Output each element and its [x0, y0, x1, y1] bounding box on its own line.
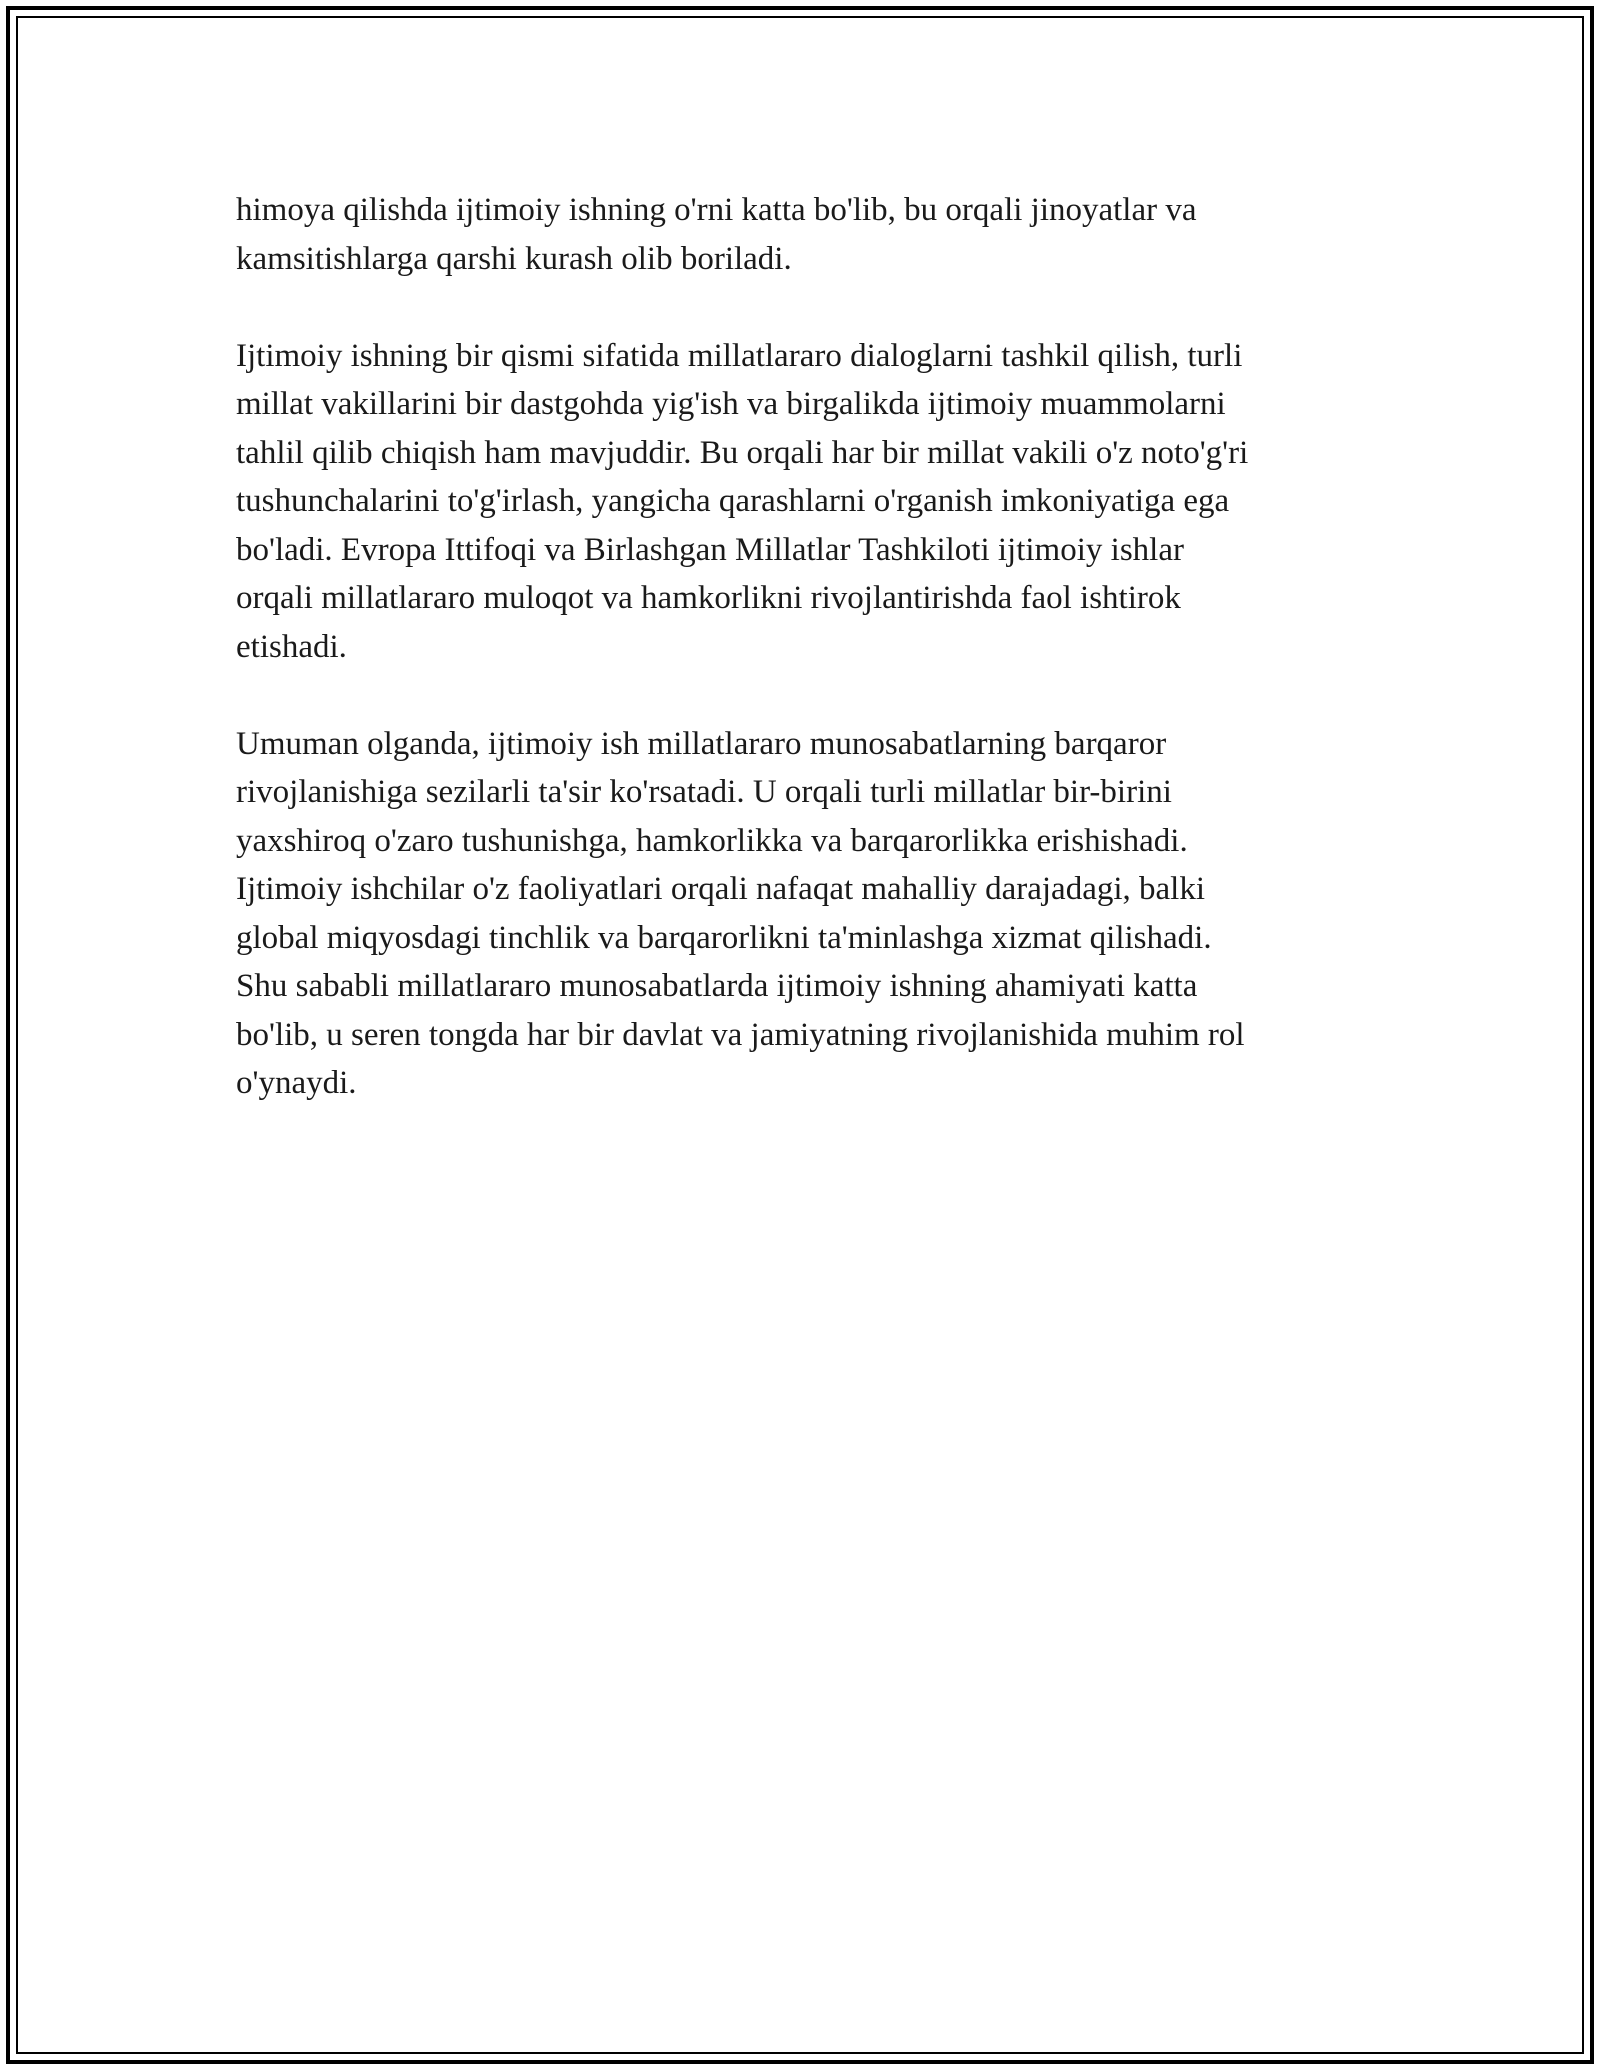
paragraph: Umuman olganda, ijtimoiy ish millatlararo munosabatlarning barqaror rivojlanishiga sezilarli ta'sir ko'rsatadi. U orqali turli millatlar bir-birini yaxshiroq o'zaro tushunishga, hamkorlikka va barqarorlikka erishishadi. Ijtimoiy ishchilar o'z faoliyatlari orqali nafaqat mahalliy darajadagi, balki global miqyosdagi tinchlik va barqarorlikni ta'minlashga xizmat qilishadi. Shu sababli millatlararo munosabatlarda ijtimoiy ishning ahamiyati katta bo'lib, u seren tongda har bir davlat va jamiyatning rivojlanishida muhim rol o'ynaydi. — [236, 725, 1245, 1101]
paragraph: Ijtimoiy ishning bir qismi sifatida millatlararo dialoglarni tashkil qilish, turli millat vakillarini bir dastgohda yig'ish va birgalikda ijtimoiy muammolarni tahlil qilib chiqish ham mavjuddir. Bu orqali har bir millat vakili o'z noto'g'ri tushunchalarini to'g'irlash, yangicha qarashlarni o'rganish imkoniyatiga ega bo'ladi. Evropa Ittifoqi va Birlashgan Millatlar Tashkiloti ijtimoiy ishlar orqali millatlararo muloqot va hamkorlikni rivojlantirishda faol ishtirok etishadi. — [236, 337, 1249, 665]
paragraph: himoya qilishda ijtimoiy ishning o'rni katta bo'lib, bu orqali jinoyatlar va kamsitishlarga qarshi kurash olib boriladi. — [236, 192, 1197, 277]
document-body — [236, 186, 1386, 1156]
